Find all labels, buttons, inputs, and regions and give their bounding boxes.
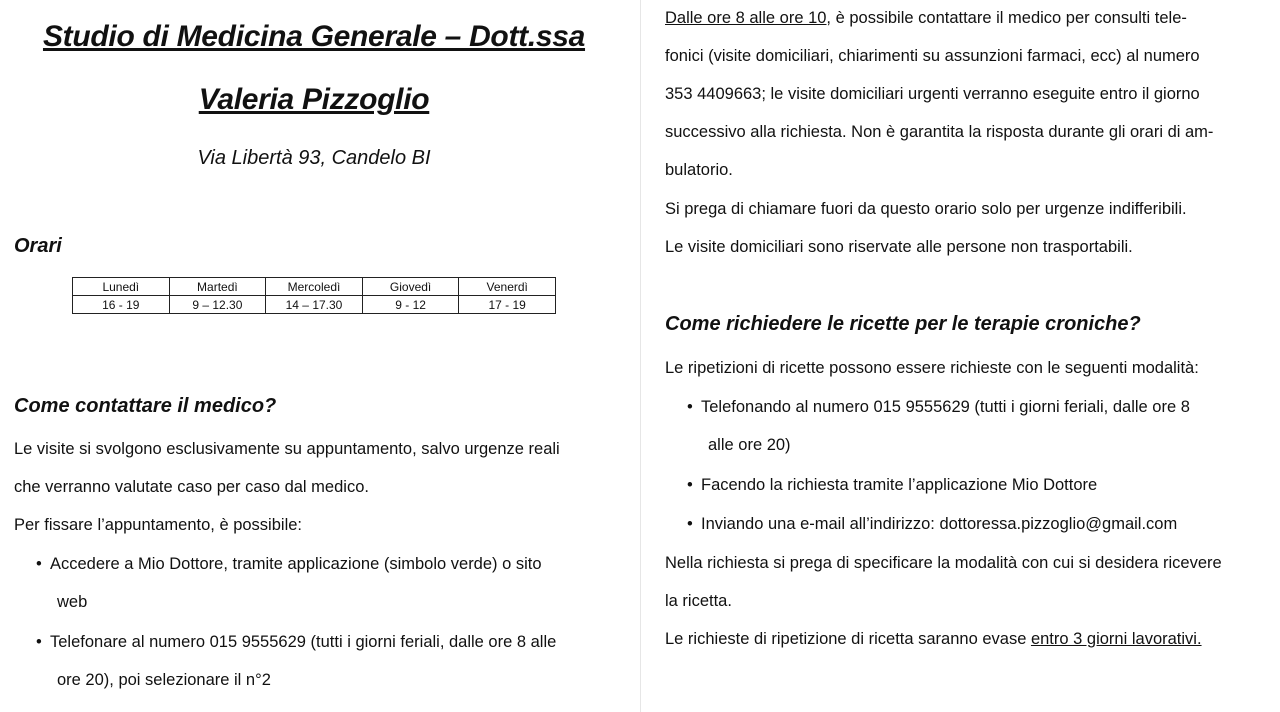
home-visit-note: Le visite domiciliari sono riservate alle persone non trasportabili. (665, 238, 1133, 256)
urgent-note: Si prega di chiamare fuori da questo orario solo per urgenze indifferibili. (665, 200, 1187, 218)
hours-time-cell: 9 – 12.30 (169, 296, 266, 314)
bullet-icon: • (687, 515, 693, 533)
list-item-line-1: Telefonare al numero 015 9555629 (tutti i giorni feriali, dalle ore 8 alle (50, 633, 557, 651)
hours-times-row (73, 296, 556, 314)
list-item-line-1: Accedere a Mio Dottore, tramite applicazione (simbolo verde) o sito (50, 555, 542, 573)
hours-time-cell: 9 - 12 (362, 296, 459, 314)
hours-day-cell: Mercoledì (266, 278, 363, 296)
phone-paragraph-line-5: bulatorio. (665, 161, 733, 179)
hours-day-cell: Giovedì (362, 278, 459, 296)
bullet-icon: • (36, 633, 42, 651)
phone-paragraph-line-1 (665, 0, 1187, 37)
list-item-line-2: ore 20), poi selezionare il n°2 (57, 671, 271, 689)
list-item-line-1: Facendo la richiesta tramite l’applicazione Mio Dottore (701, 476, 1098, 494)
final-note-prefix: Le richieste di ripetizione di ricetta saranno evase (665, 630, 1031, 648)
list-item-line-2: web (57, 593, 88, 611)
prescriptions-note-line-1: Nella richiesta si prega di specificare la modalità con cui si desidera ricevere (665, 554, 1222, 572)
phone-hours-underlined: Dalle ore 8 alle ore 10, (665, 9, 832, 27)
list-item-line-2: alle ore 20) (708, 436, 791, 454)
hours-time-cell: 14 – 17.30 (266, 296, 363, 314)
phone-paragraph-line-4: successivo alla richiesta. Non è garantita la risposta durante gli orari di am- (665, 123, 1214, 141)
address: Via Libertà 93, Candelo BI (197, 147, 431, 169)
hours-day-cell: Lunedì (73, 278, 170, 296)
final-note-underlined: entro 3 giorni lavorativi. (1030, 630, 1202, 648)
prescriptions-note-line-2: la ricetta. (665, 592, 732, 610)
hours-days-row (73, 278, 556, 296)
bullet-icon: • (687, 476, 693, 494)
contact-intro: Per fissare l’appuntamento, è possibile: (14, 516, 302, 534)
page-title-line-1: Studio di Medicina Generale – Dott.ssa (42, 20, 586, 53)
list-item-line-1: Telefonando al numero 015 9555629 (tutti i giorni feriali, dalle ore 8 (701, 398, 1190, 416)
prescriptions-heading: Come richiedere le ricette per le terapie croniche? (665, 313, 1141, 335)
page-divider (640, 0, 641, 712)
page-title-line-2: Valeria Pizzoglio (198, 83, 430, 116)
bullet-icon: • (36, 555, 42, 573)
contact-heading: Come contattare il medico? (14, 395, 277, 417)
bullet-icon: • (687, 398, 693, 416)
contact-paragraph-line-2: che verranno valutate caso per caso dal medico. (14, 478, 369, 496)
hours-day-cell: Martedì (169, 278, 266, 296)
phone-line-1-rest: è possibile contattare il medico per consulti tele- (831, 9, 1187, 27)
prescriptions-final-note (665, 620, 1202, 658)
hours-time-cell: 16 - 19 (73, 296, 170, 314)
hours-time-cell: 17 - 19 (459, 296, 556, 314)
hours-heading: Orari (14, 235, 62, 257)
list-item-line-1: Inviando una e-mail all’indirizzo: dottoressa.pizzoglio@gmail.com (701, 515, 1178, 533)
phone-paragraph-line-3: 353 4409663; le visite domiciliari urgenti verranno eseguite entro il giorno (665, 85, 1200, 103)
phone-paragraph-line-2: fonici (visite domiciliari, chiarimenti su assunzioni farmaci, ecc) al numero (665, 47, 1200, 65)
hours-day-cell: Venerdì (459, 278, 556, 296)
hours-table (72, 277, 556, 314)
prescriptions-intro: Le ripetizioni di ricette possono essere richieste con le seguenti modalità: (665, 359, 1199, 377)
contact-paragraph-line-1: Le visite si svolgono esclusivamente su appuntamento, salvo urgenze reali (14, 440, 560, 458)
